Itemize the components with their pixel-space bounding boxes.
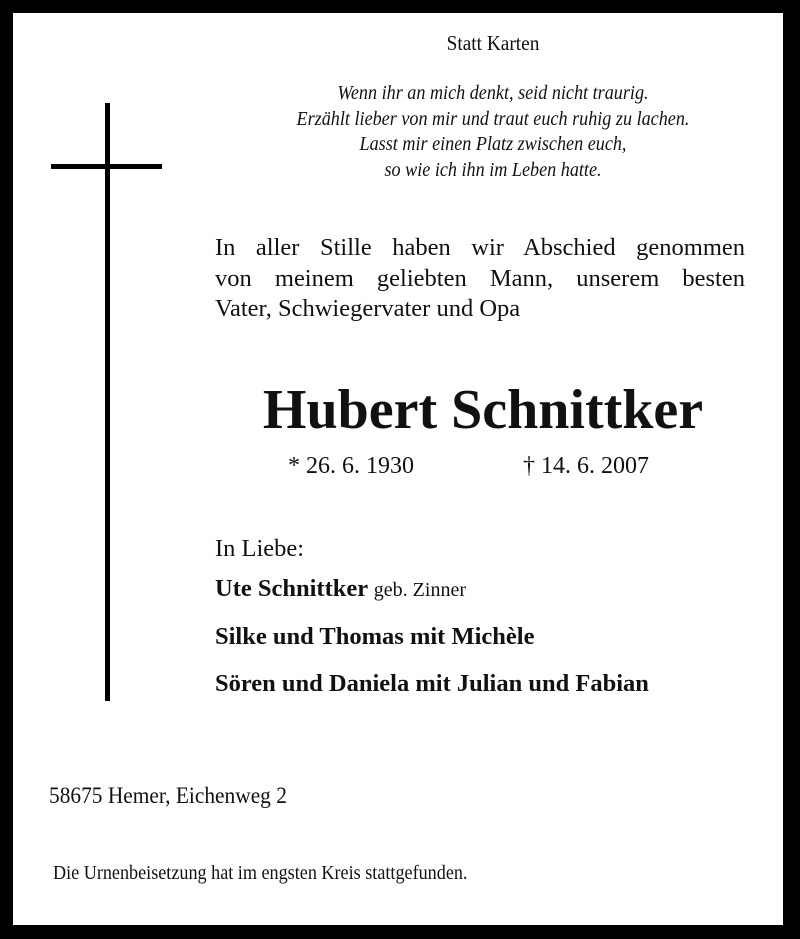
intro-line: Vater, Schwiegervater und Opa [215, 295, 521, 322]
address: 58675 Hemer, Eichenweg 2 [49, 783, 287, 808]
mourner-item [215, 670, 649, 698]
intro-text [215, 233, 745, 325]
poem [223, 81, 762, 183]
mourner-name: Ute Schnittker [215, 575, 368, 602]
poem-line: Wenn ihr an mich denkt, seid nicht traurig. [337, 83, 649, 104]
burial-note: Die Urnenbeisetzung hat im engsten Kreis stattgefunden. [53, 863, 468, 884]
mourner-suffix: geb. Zinner [373, 579, 466, 601]
mourner-item [215, 623, 534, 651]
mourner-name: Silke und Thomas mit Michèle [215, 623, 535, 650]
deceased-name: Hubert Schnittker [262, 379, 704, 441]
poem-line: Lasst mir einen Platz zwischen euch, [359, 134, 627, 155]
intro-line: In aller Stille haben wir Abschied genommen [215, 234, 745, 261]
mourner-item [215, 575, 466, 603]
mourner-name: Sören und Daniela mit Julian und Fabian [215, 670, 649, 697]
obituary-notice [13, 13, 783, 925]
poem-line: so wie ich ihn im Leben hatte. [384, 159, 602, 181]
poem-line: Erzählt lieber von mir und traut euch ruhig zu lachen. [296, 108, 690, 130]
birth-date: * 26. 6. 1930 [288, 453, 414, 479]
header-title: Statt Karten [446, 31, 540, 55]
intro-line: von meinem geliebten Mann, unserem besten [215, 264, 745, 292]
cross-icon-vertical [105, 103, 110, 701]
mourners-heading: In Liebe: [215, 535, 305, 562]
death-date: † 14. 6. 2007 [523, 453, 649, 479]
cross-icon-horizontal [51, 164, 162, 169]
